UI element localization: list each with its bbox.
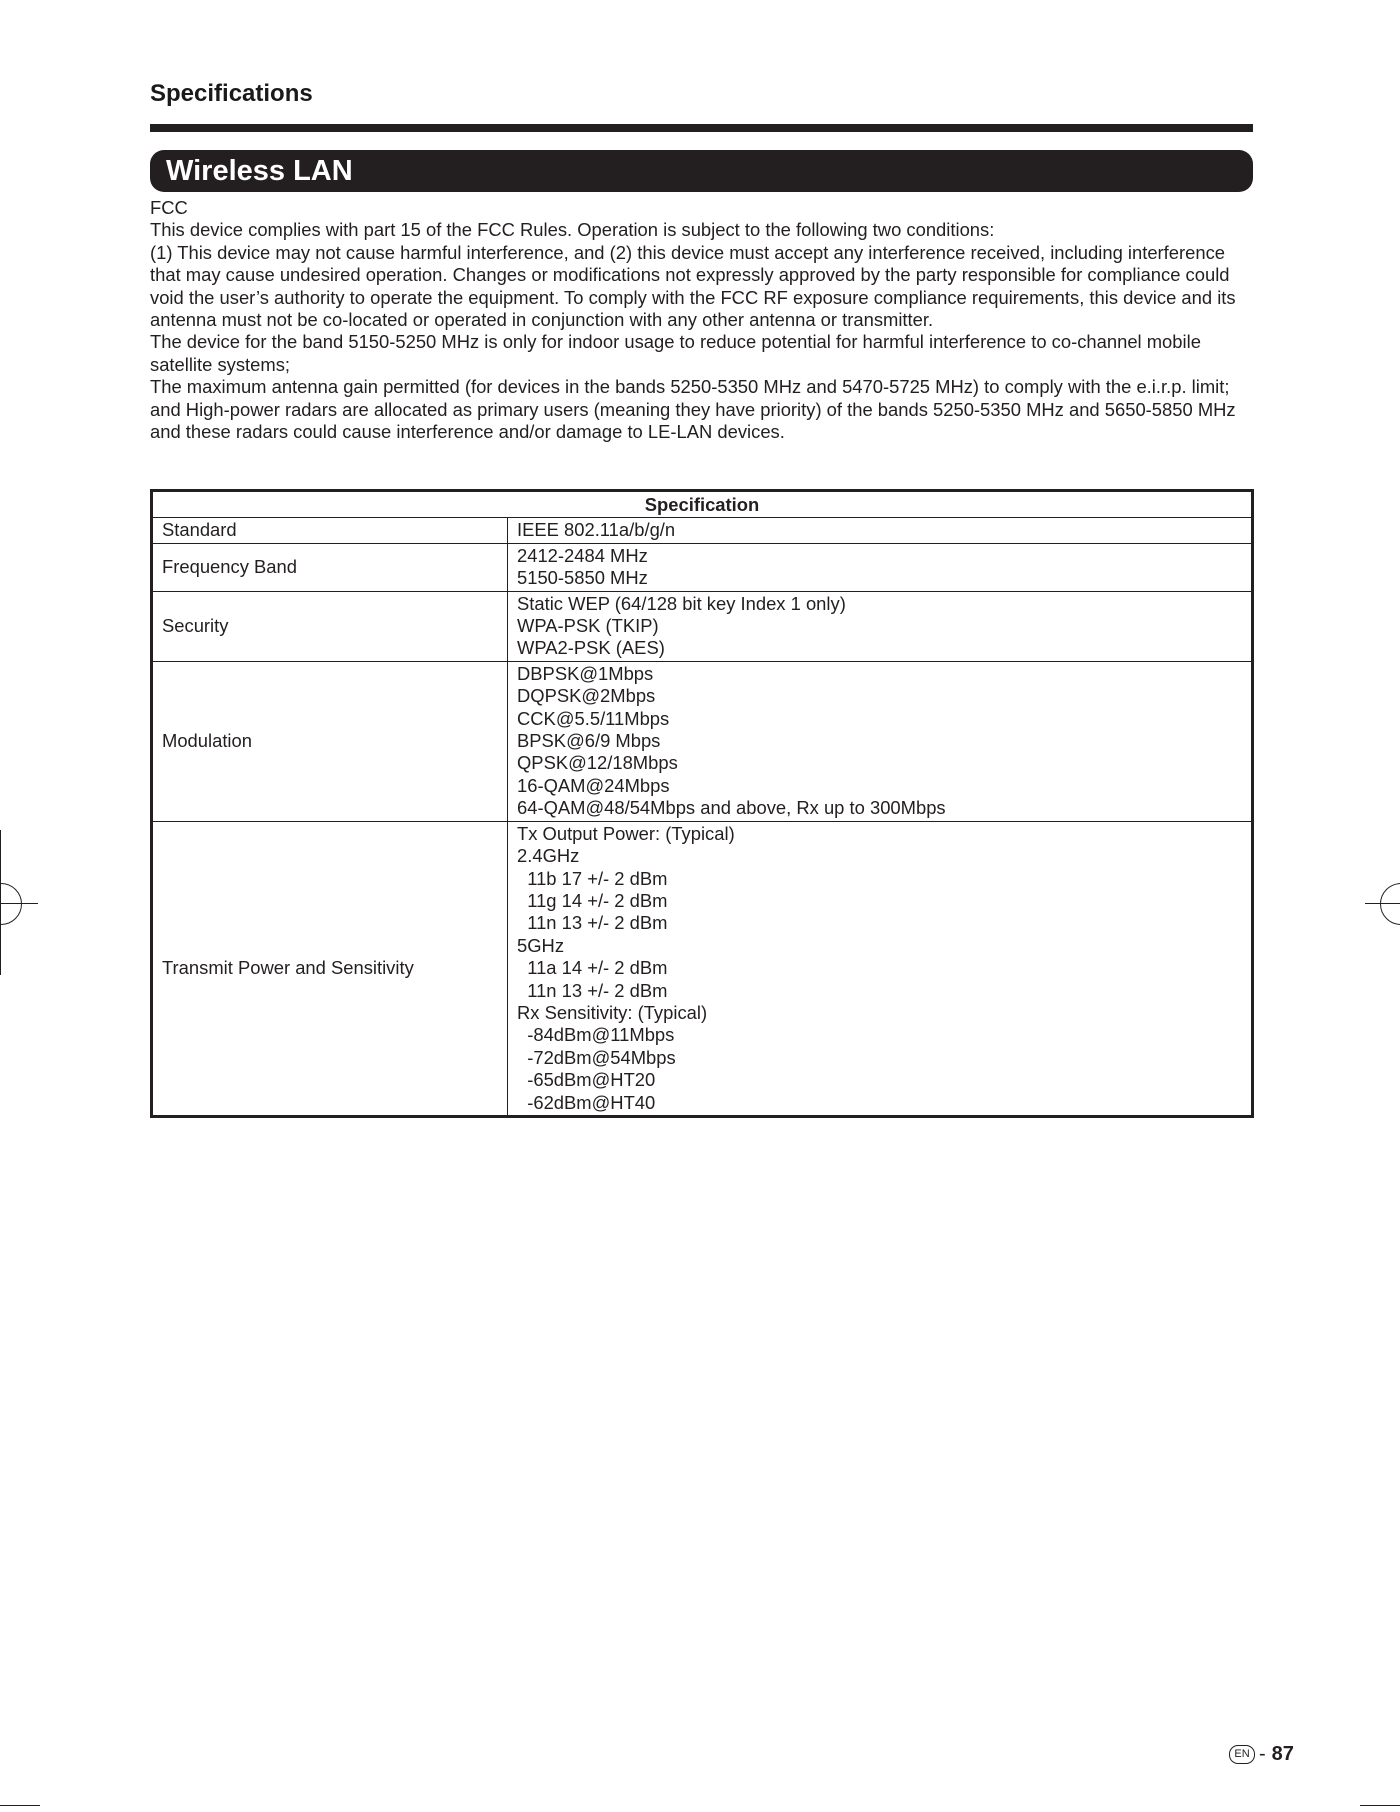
spec-row-label: Modulation xyxy=(152,661,508,821)
spec-row-label: Security xyxy=(152,591,508,661)
fcc-paragraph: (1) This device may not cause harmful interference, and (2) this device must accept any interference received, including interference that may cause undesired operation. Changes or modifications not expressly approved by the party responsible for compliance could void the user’s authority to operate the equipment. To comply with the FCC RF exposure compliance requirements, this device and its antenna must not be co-located or operated in conjunction with any other antenna or transmitter. xyxy=(150,241,1236,331)
heading-title: Wireless LAN xyxy=(166,155,353,187)
section-rule xyxy=(150,124,1253,132)
section-title: Specifications xyxy=(150,80,313,107)
spec-row-values xyxy=(508,821,1253,1116)
spec-table-header: Specification xyxy=(152,491,1253,518)
spec-value-line: Rx Sensitivity: (Typical) xyxy=(517,1001,708,1023)
spec-table-body xyxy=(152,518,1253,1117)
spec-value-line: Static WEP (64/128 bit key Index 1 only) xyxy=(517,592,846,614)
spec-row-label: Transmit Power and Sensitivity xyxy=(152,821,508,1116)
page-number-footer xyxy=(1229,1743,1294,1766)
spec-row-label: Standard xyxy=(152,518,508,543)
spec-value-line: CCK@5.5/11Mbps xyxy=(517,707,670,729)
spec-row-values xyxy=(508,518,1253,543)
spec-row xyxy=(152,821,1253,1116)
spec-row xyxy=(152,661,1253,821)
spec-value-line: Tx Output Power: (Typical) xyxy=(517,822,735,844)
spec-row-values xyxy=(508,591,1253,661)
spec-table xyxy=(150,489,1254,1118)
spec-value-line: WPA2-PSK (AES) xyxy=(517,637,665,659)
spec-value-line: 11a 14 +/- 2 dBm xyxy=(517,957,668,979)
fcc-paragraph: This device complies with part 15 of the FCC Rules. Operation is subject to the following two conditions: xyxy=(150,219,995,241)
crop-mark xyxy=(0,1805,40,1806)
fcc-paragraph: The maximum antenna gain permitted (for devices in the bands 5250-5350 MHz and 5470-5725 MHz) to comply with the e.i.r.p. limit; and High-power radars are allocated as primary users (meaning they have priority) of the bands 5250-5350 MHz and 5650-5850 MHz and these radars could cause interference and/or damage to LE-LAN devices. xyxy=(150,376,1236,443)
spec-value-line: -65dBm@HT20 xyxy=(517,1069,656,1091)
footer-separator: - xyxy=(1259,1743,1266,1765)
crop-mark xyxy=(1360,1805,1400,1806)
fcc-paragraph: The device for the band 5150-5250 MHz is only for indoor usage to reduce potential for harmful interference to co-channel mobile satellite systems; xyxy=(150,331,1201,375)
registration-mark xyxy=(0,883,22,925)
spec-value-line: 2412-2484 MHz xyxy=(517,544,648,566)
spec-value-line: 16-QAM@24Mbps xyxy=(517,774,670,796)
spec-value-line: IEEE 802.11a/b/g/n xyxy=(517,519,676,541)
spec-value-line: DQPSK@2Mbps xyxy=(517,685,656,707)
fcc-notice xyxy=(150,197,1260,443)
fcc-label: FCC xyxy=(150,197,188,218)
heading-bar xyxy=(150,150,1253,192)
language-badge: EN xyxy=(1229,1745,1255,1764)
spec-value-line: -72dBm@54Mbps xyxy=(517,1046,676,1068)
spec-row-label: Frequency Band xyxy=(152,543,508,591)
spec-value-line: -62dBm@HT40 xyxy=(517,1091,656,1113)
spec-value-line: 2.4GHz xyxy=(517,845,580,867)
spec-value-line: 64-QAM@48/54Mbps and above, Rx up to 300Mbps xyxy=(517,797,946,819)
spec-row-values xyxy=(508,661,1253,821)
spec-row xyxy=(152,543,1253,591)
spec-value-line: -84dBm@11Mbps xyxy=(517,1024,675,1046)
spec-value-line: QPSK@12/18Mbps xyxy=(517,752,678,774)
page-number: 87 xyxy=(1271,1743,1294,1765)
registration-mark xyxy=(1380,883,1400,925)
spec-value-line: WPA-PSK (TKIP) xyxy=(517,615,659,637)
spec-value-line: 5150-5850 MHz xyxy=(517,567,648,589)
spec-row-values xyxy=(508,543,1253,591)
spec-value-line: BPSK@6/9 Mbps xyxy=(517,730,661,752)
spec-row xyxy=(152,518,1253,543)
spec-value-line: DBPSK@1Mbps xyxy=(517,662,654,684)
spec-value-line: 11n 13 +/- 2 dBm xyxy=(517,912,668,934)
spec-value-line: 5GHz xyxy=(517,934,565,956)
spec-row xyxy=(152,591,1253,661)
spec-value-line: 11n 13 +/- 2 dBm xyxy=(517,979,668,1001)
spec-value-line: 11b 17 +/- 2 dBm xyxy=(517,867,668,889)
spec-value-line: 11g 14 +/- 2 dBm xyxy=(517,889,668,911)
